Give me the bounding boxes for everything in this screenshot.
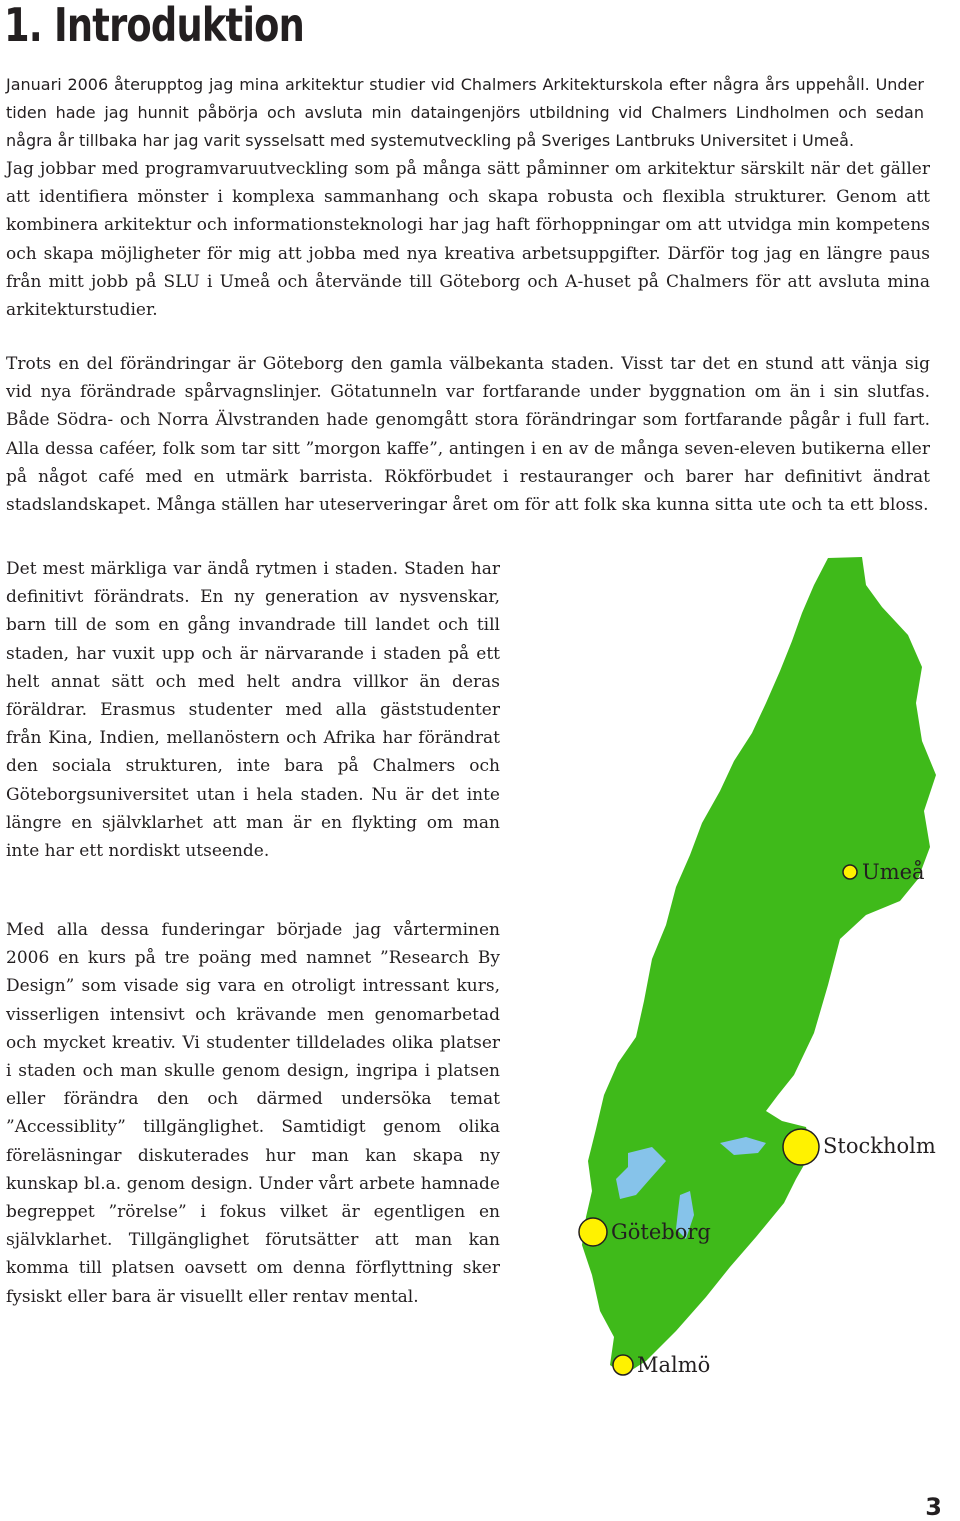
- intro-paragraph-lead: Januari 2006 återupptog jag mina arkitektur studier vid Chalmers Arkitekturskola efter några års uppehåll. Under tiden hade jag hunnit påbörja och avsluta min dataingenjörs utbildning vid Chalmers Lindholmen och sedan några år tillbaka har jag varit sysselsatt med systemutveckling på Sveriges Lantbruks Universitet i Umeå.: [6, 75, 924, 151]
- sweden-landmass: [582, 557, 936, 1375]
- intro-paragraph-rest: Jag jobbar med programvaruutveckling som på många sätt påminner om arkitektur särskilt när det gäller att identifiera mönster i komplexa sammanhang och skapa robusta och flexibla strukturer. Genom att kombinera arkitektur och informationsteknologi har jag haft förhoppningar om att utvidga min kompetens och skapa möjligheter för mig att jobba med nya kreativa arbetsuppgifter. Därför tog jag en längre paus från mitt jobb på SLU i Umeå och återvände till Göteborg och A-huset på Chalmers för att avsluta mina arkitekturstudier.: [6, 159, 930, 321]
- city-label-stockholm: Stockholm: [823, 1134, 936, 1158]
- city-marker-malmo: [613, 1355, 633, 1375]
- city-label-goteborg: Göteborg: [611, 1220, 711, 1244]
- research-by-design-paragraph: Med alla dessa funderingar började jag vårterminen 2006 en kurs på tre poäng med namnet ”Research By Design” som visade sig vara en otroligt intressant kurs, visserligen intensivt och krävande men genomarbetad och mycket kreativ. Vi studenter tilldelades olika platser i staden och man skulle genom design, ingripa i platsen eller förändra den och därmed undersöka temat ”Accessiblity” tillgänglighet. Samtidigt genom olika föreläsningar diskuterades hur man kan skapa ny kunskap bl.a. genom design. Under vårt arbete hamnade begreppet ”rörelse” i fokus vilket är egentligen en självklarhet. Tillgänglighet förutsätter att man kan komma till platsen oavsett om denna förflyttning sker fysiskt eller bara är visuellt eller rentav mental.: [6, 920, 500, 1307]
- city-marker-stockholm: [783, 1129, 819, 1165]
- chapter-heading: 1. Introduktion: [4, 0, 305, 52]
- city-rhythm-paragraph: Det mest märkliga var ändå rytmen i staden. Staden har definitivt förändrats. En ny generation av nysvenskar, barn till de som en gång invandrade till landet och till staden, har vuxit upp och är närvarande i staden på ett helt annat sätt och med helt andra villkor än deras föräldrar. Erasmus studenter med alla gäststudenter från Kina, Indien, mellanöstern och Afrika har förändrat den sociala strukturen, inte bara på Chalmers och Göteborgsuniversitet utan i hela staden. Nu är det inte längre en självklarhet att man är en flykting om man inte har ett nordiskt utseende.: [6, 559, 500, 862]
- city-marker-goteborg: [579, 1218, 607, 1246]
- city-marker-umea: [843, 865, 857, 879]
- city-label-malmo: Malmö: [637, 1353, 711, 1377]
- page-number: 3: [925, 1493, 942, 1521]
- goteborg-paragraph: Trots en del förändringar är Göteborg den gamla välbekanta staden. Visst tar det en stund att vänja sig vid nya förändrade spårvagnslinjer. Götatunneln var fortfarande under byggnation om än i sin slutfas. Både Södra- och Norra Älvstranden hade genomgått stora förändringar som fortfarande pågår i full fart. Alla dessa caféer, folk som tar sitt ”morgon kaffe”, antingen i en av de många seven-eleven butikerna eller på något café med en utmärk barrista. Rökförbudet i restauranger och barer har definitivt ändrat stadslandskapet. Många ställen har uteserveringar året om för att folk ska kunna sitta ute och ta ett bloss.: [6, 354, 930, 516]
- city-label-umea: Umeå: [862, 860, 925, 884]
- sweden-map: [570, 555, 950, 1385]
